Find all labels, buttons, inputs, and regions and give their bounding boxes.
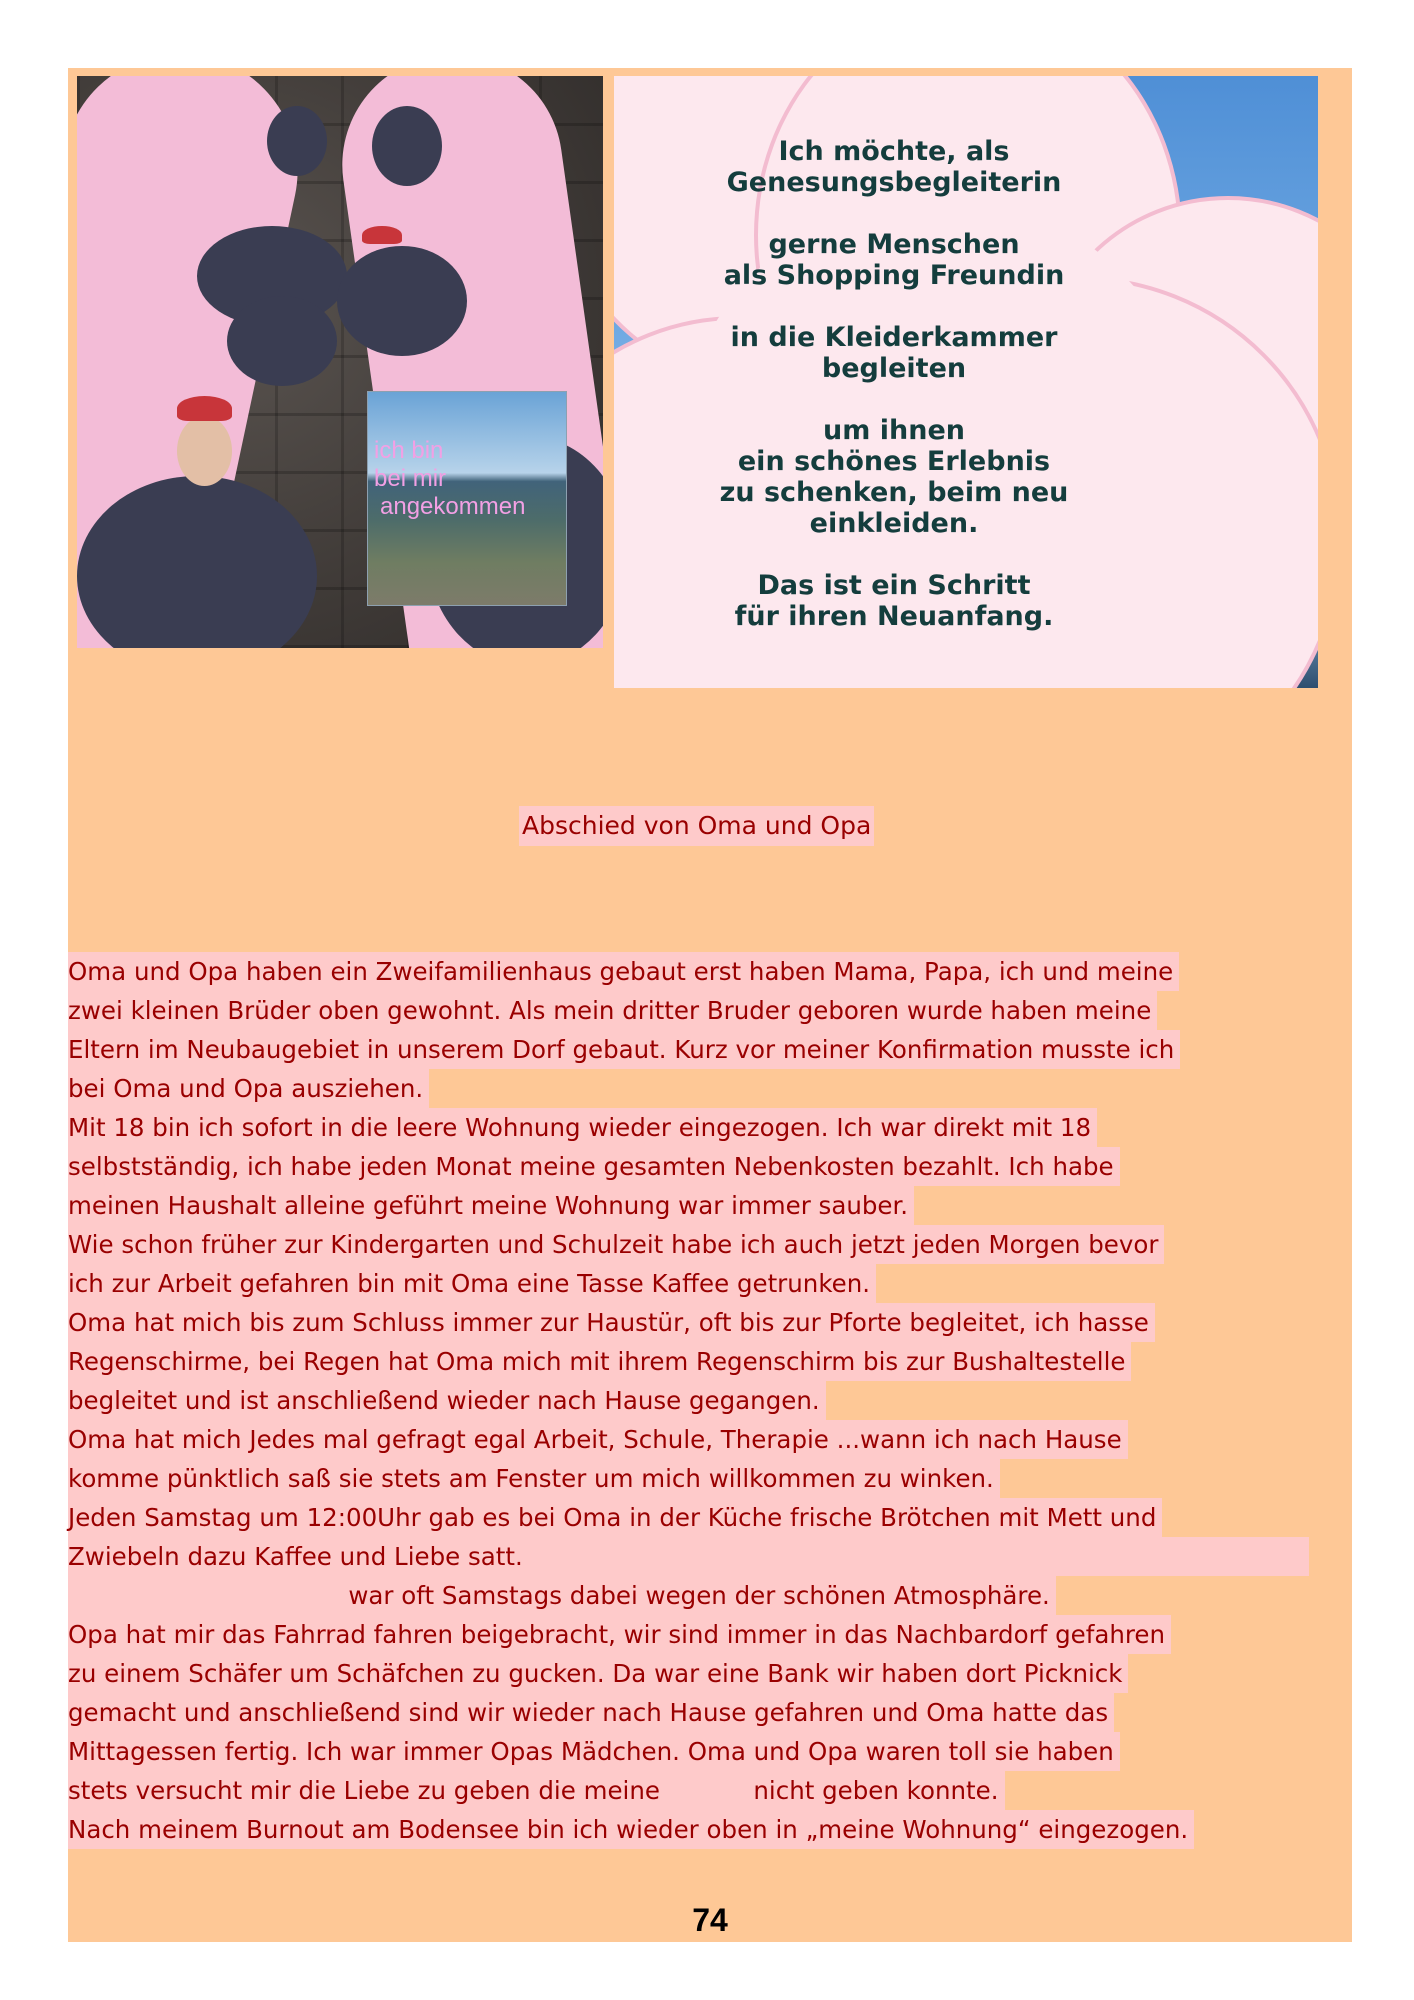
- body-line: bei Oma und Opa ausziehen.: [68, 1069, 1352, 1108]
- body-line: selbstständig, ich habe jeden Monat meine gesamten Nebenkosten bezahlt. Ich habe: [68, 1147, 1352, 1186]
- body-line: zu einem Schäfer um Schäfchen zu gucken. Da war eine Bank wir haben dort Picknick: [68, 1654, 1352, 1693]
- body-line: Nach meinem Burnout am Bodensee bin ich wieder oben in „meine Wohnung“ eingezogen.: [68, 1810, 1352, 1849]
- story-body: [68, 952, 1352, 1849]
- page-number: 74: [692, 1902, 728, 1938]
- leggings-photo: [77, 76, 603, 648]
- body-line: Jeden Samstag um 12:00Uhr gab es bei Oma in der Küche frische Brötchen mit Mett und: [68, 1498, 1352, 1537]
- body-line: zwei kleinen Brüder oben gewohnt. Als mein dritter Bruder geboren wurde haben meine: [68, 991, 1352, 1030]
- body-line: Mittagessen fertig. Ich war immer Opas Mädchen. Oma und Opa waren toll sie haben: [68, 1732, 1352, 1771]
- body-line: Oma und Opa haben ein Zweifamilienhaus gebaut erst haben Mama, Papa, ich und meine: [68, 952, 1352, 991]
- quote-line: ein schönes Erlebnis: [737, 446, 1051, 477]
- print-pattern: [177, 416, 232, 486]
- document-page: [68, 68, 1352, 1942]
- body-line: Regenschirme, bei Regen hat Oma mich mit ihrem Regenschirm bis zur Bushaltestelle: [68, 1342, 1352, 1381]
- body-line: Oma hat mich Jedes mal gefragt egal Arbeit, Schule, Therapie ...wann ich nach Hause: [68, 1420, 1352, 1459]
- body-line: Zwiebeln dazu Kaffee und Liebe satt.: [68, 1537, 1352, 1576]
- body-line: ich zur Arbeit gefahren bin mit Oma eine Tasse Kaffee getrunken.: [68, 1264, 1352, 1303]
- body-line: komme pünktlich saß sie stets am Fenster um mich willkommen zu winken.: [68, 1459, 1352, 1498]
- body-line: gemacht und anschließend sind wir wieder nach Hause gefahren und Oma hatte das: [68, 1693, 1352, 1732]
- quote-line: zu schenken, beim neu: [719, 477, 1069, 508]
- inset-caption-line: angekommen: [380, 493, 526, 520]
- quote-line: Ich möchte, als: [778, 136, 1010, 167]
- body-line: war oft Samstags dabei wegen der schönen Atmosphäre.: [68, 1576, 1352, 1615]
- cloud-quote-graphic: [614, 76, 1318, 688]
- quote-line: für ihren Neuanfang.: [734, 601, 1054, 632]
- body-line: Oma hat mich bis zum Schluss immer zur Haustür, oft bis zur Pforte begleitet, ich hasse: [68, 1303, 1352, 1342]
- print-pattern: [267, 106, 327, 176]
- print-pattern: [227, 296, 337, 386]
- print-pattern: [362, 226, 402, 244]
- quote-line: in die Kleiderkammer: [730, 322, 1058, 353]
- cloud-quote-text: [614, 136, 1174, 632]
- quote-line: gerne Menschen: [768, 229, 1020, 260]
- inset-caption-line: bei mir: [374, 465, 447, 492]
- body-line: meinen Haushalt alleine geführt meine Wohnung war immer sauber.: [68, 1186, 1352, 1225]
- print-pattern: [372, 106, 442, 186]
- body-line: Opa hat mir das Fahrrad fahren beigebracht, wir sind immer in das Nachbardorf gefahren: [68, 1615, 1352, 1654]
- print-pattern: [177, 396, 232, 421]
- quote-line: Genesungsbegleiterin: [726, 167, 1062, 198]
- body-line: Eltern im Neubaugebiet in unserem Dorf gebaut. Kurz vor meiner Konfirmation musste ich: [68, 1030, 1352, 1069]
- body-line: stets versucht mir die Liebe zu geben die meine nicht geben konnte.: [68, 1771, 1352, 1810]
- inset-caption-line: ich bin: [374, 437, 444, 464]
- print-pattern: [337, 246, 467, 356]
- body-line: Wie schon früher zur Kindergarten und Schulzeit habe ich auch jetzt jeden Morgen bevor: [68, 1225, 1352, 1264]
- quote-line: als Shopping Freundin: [723, 260, 1065, 291]
- quote-line: begleiten: [821, 353, 967, 384]
- body-line: begleitet und ist anschließend wieder nach Hause gegangen.: [68, 1381, 1352, 1420]
- sea-inset-image: [367, 391, 567, 606]
- quote-line: Das ist ein Schritt: [757, 570, 1031, 601]
- quote-line: einkleiden.: [809, 508, 979, 539]
- body-line: Mit 18 bin ich sofort in die leere Wohnung wieder eingezogen. Ich war direkt mit 18: [68, 1108, 1352, 1147]
- quote-line: um ihnen: [823, 415, 965, 446]
- chapter-title: Abschied von Oma und Opa: [519, 806, 874, 846]
